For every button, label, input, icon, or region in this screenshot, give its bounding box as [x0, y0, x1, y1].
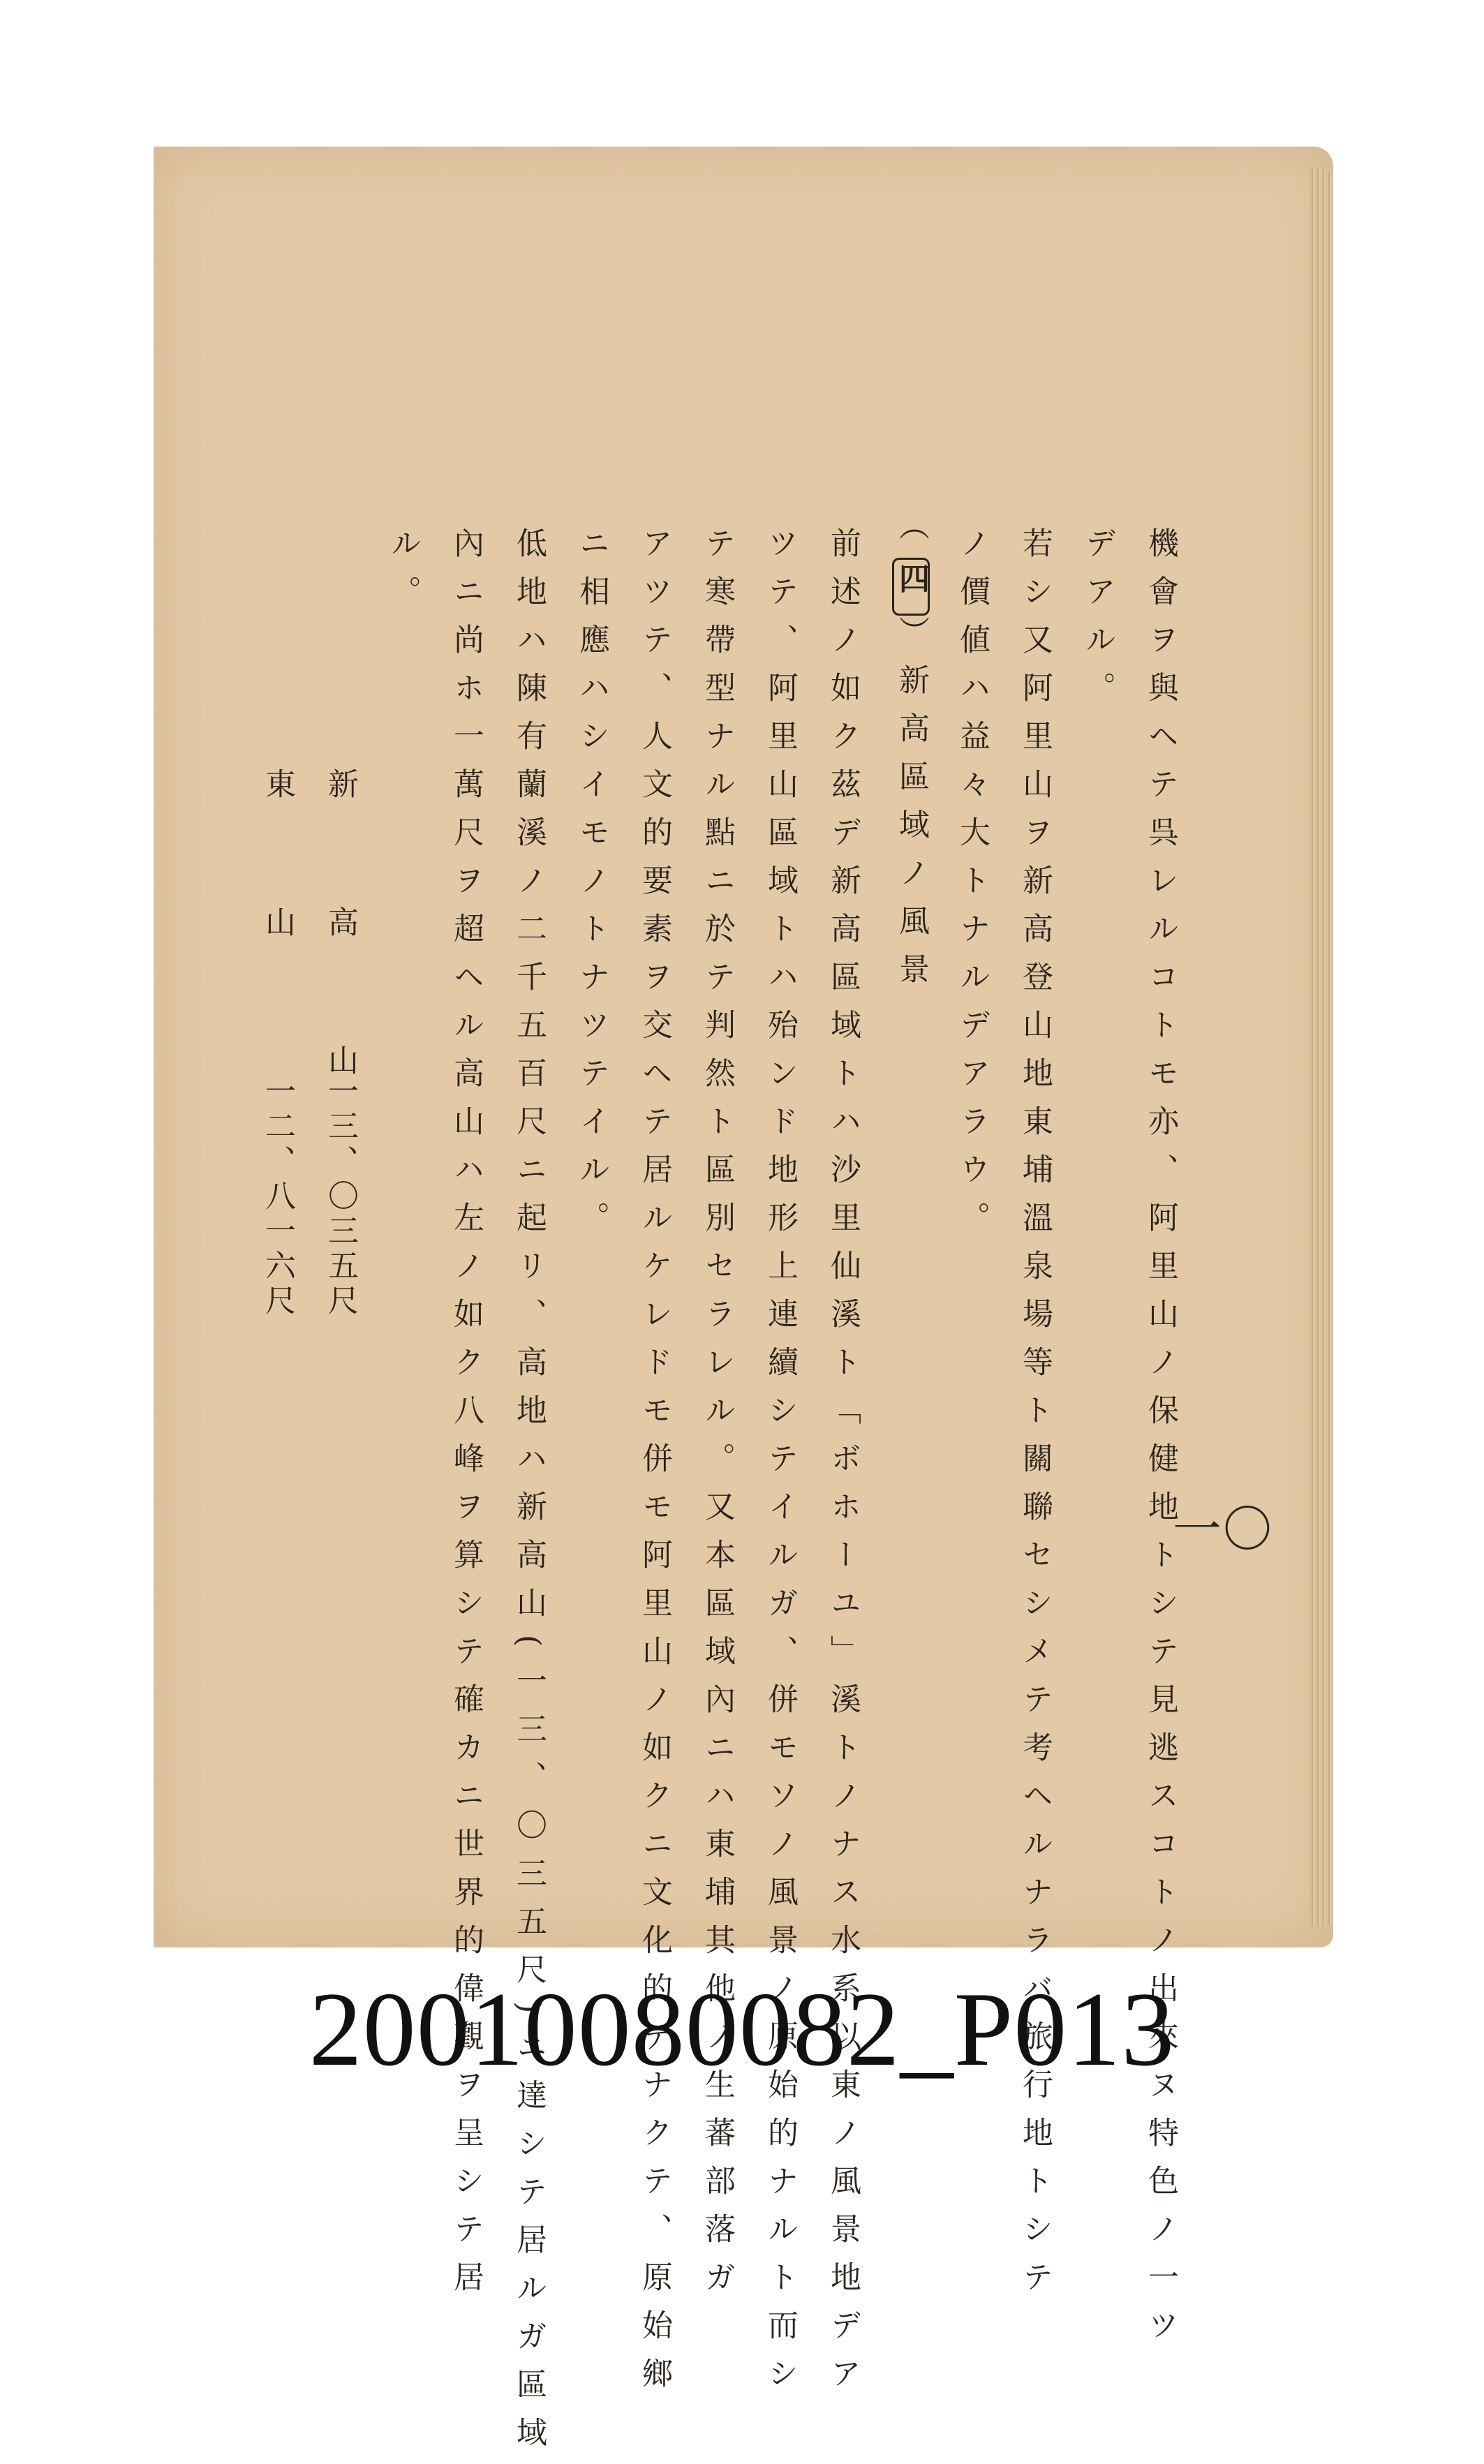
text-line-4: ノ價値ハ益々大トナルデアラウ。	[954, 527, 990, 1249]
peak-height-1: 一三、〇三五尺	[322, 1075, 358, 1319]
text-line-10: 低地ハ陳有蘭溪ノ二千五百尺ニ起リ、高地ハ新高山(一三、〇三五尺)ニ達シテ居ルガ區域	[511, 527, 547, 2464]
page-number: 一〇	[1173, 1501, 1273, 1558]
section-title: 新高區域ノ風景	[893, 664, 929, 1001]
peak-name-2: 東 山	[260, 768, 295, 986]
text-line-1: 機會ヲ與ヘテ呉レルコトモ亦、阿里山ノ保健地トシテ見逃スコトノ出來ヌ特色ノ一ツ	[1143, 527, 1178, 2357]
section-number: 四	[892, 558, 930, 616]
page-edges	[1309, 168, 1333, 1927]
image-caption: 20010080082_P013	[309, 1971, 1175, 2088]
text-line-6: ツテ、阿里山區域トハ殆ンド地形上連續シテイルガ、併モソノ風景ノ原始的ナルト而シ	[762, 527, 798, 2405]
text-line-2: デアル。	[1080, 527, 1115, 720]
text-line-8: アツテ、人文的要素ヲ交ヘテ居ルケレドモ併モ阿里山ノ如クニ文化的デナクテ、原始鄉	[637, 527, 672, 2405]
text-line-7: テ寒帶型ナル點ニ於テ判然ト區別セラレル。又本區域內ニハ東埔其他ノ生蕃部落ガ	[699, 527, 735, 2309]
peak-name-1: 新 高 山	[322, 768, 358, 1124]
text-line-5: 前述ノ如ク茲デ新高區域トハ沙里仙溪ト「ボホーユ」溪トノナス水系以東ノ風景地デア	[825, 527, 861, 2405]
peak-height-2: 一二、八一六尺	[260, 1075, 295, 1319]
section-heading: （四）新高區域ノ風景	[893, 510, 929, 1001]
text-line-3: 若シ又阿里山ヲ新高登山地東埔溫泉場等ト關聯セシメテ考ヘルナラバ旅行地トシテ	[1017, 527, 1053, 2309]
text-line-9: ニ相應ハシイモノトナツテイル。	[574, 527, 609, 1249]
text-line-12: ル。	[385, 527, 421, 623]
text-line-11: 內ニ尚ホ一萬尺ヲ超ヘル高山ハ左ノ如ク八峰ヲ算シテ確カニ世界的偉觀ヲ呈シテ居	[448, 527, 484, 2309]
